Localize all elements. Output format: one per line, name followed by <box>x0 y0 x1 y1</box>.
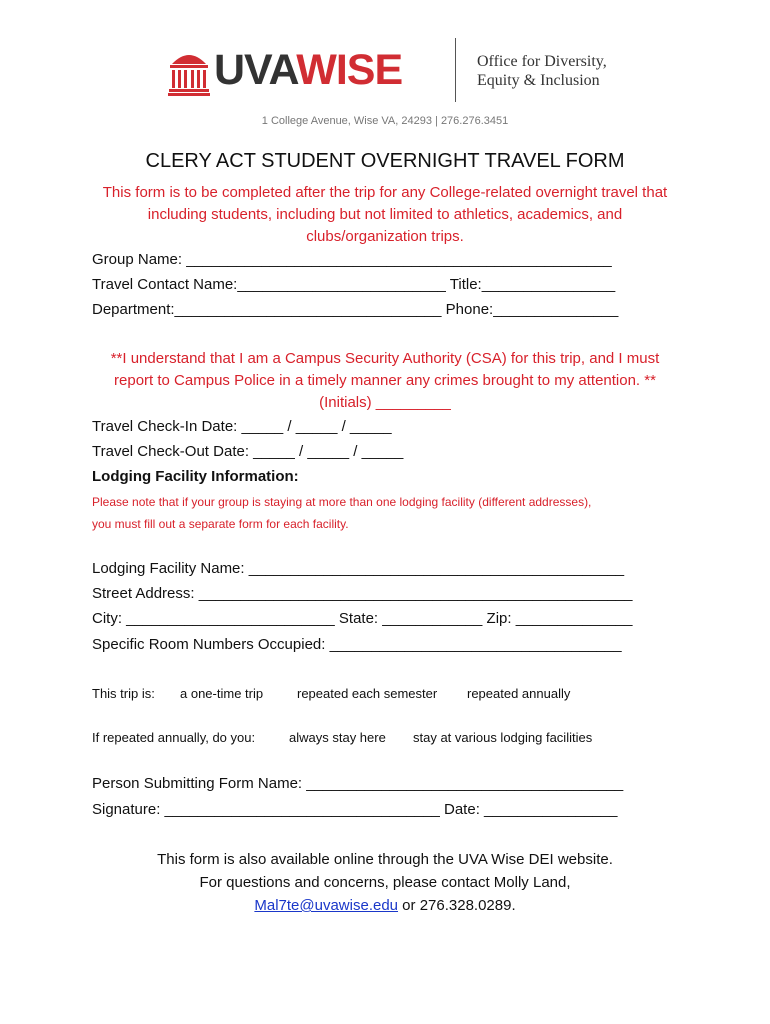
office-line-1: Office for Diversity, <box>477 53 607 70</box>
form-title: CLERY ACT STUDENT OVERNIGHT TRAVEL FORM <box>145 150 625 172</box>
check-in-date-field[interactable]: Travel Check-In Date: _____ / _____ / _____ <box>92 418 392 435</box>
submitter-name-field[interactable]: Person Submitting Form Name: ______________________________________ <box>92 775 624 792</box>
office-name <box>477 52 607 90</box>
footer-line-1: This form is also available online through the UVA Wise DEI website. <box>157 851 613 868</box>
option-one-time-trip[interactable]: a one-time trip <box>180 686 264 701</box>
street-address-field[interactable]: Street Address: ____________________________________________________ <box>92 585 633 602</box>
brand-uva: UVA <box>214 46 297 94</box>
brand-wordmark <box>214 44 402 96</box>
brand-wise: WISE <box>296 46 403 94</box>
lodging-name-field[interactable]: Lodging Facility Name: _____________________________________________ <box>92 560 625 577</box>
footer-line-3 <box>0 894 770 917</box>
option-repeated-each-semester[interactable]: repeated each semester <box>297 686 438 701</box>
city-state-zip-field[interactable]: City: _________________________ State: ____________ Zip: ______________ <box>92 610 633 627</box>
lodging-note-line-2: you must fill out a separate form for each facility. <box>92 517 349 531</box>
option-repeated-annually[interactable]: repeated annually <box>467 686 571 701</box>
option-various-lodging[interactable]: stay at various lodging facilities <box>413 730 593 745</box>
travel-contact-field[interactable]: Travel Contact Name:_________________________ Title:________________ <box>92 276 616 293</box>
contact-phone: or 276.328.0289. <box>398 897 516 914</box>
address-line: 1 College Avenue, Wise VA, 24293 | 276.276.3451 <box>261 115 509 127</box>
trip-label: This trip is: <box>92 686 155 701</box>
footer <box>0 848 770 917</box>
lodging-heading: Lodging Facility Information: <box>92 468 299 485</box>
rotunda-icon <box>168 44 210 96</box>
signature-date-field[interactable]: Signature: _________________________________ Date: ________________ <box>92 801 618 818</box>
option-always-stay-here[interactable]: always stay here <box>289 730 386 745</box>
contact-email-link[interactable]: Mal7te@uvawise.edu <box>254 897 399 914</box>
lodging-note-line-1: Please note that if your group is staying at more than one lodging facility (different addresses), <box>92 495 592 509</box>
group-name-field[interactable]: Group Name: ___________________________________________________ <box>92 251 612 268</box>
lodging-note <box>92 491 692 535</box>
footer-line-2: For questions and concerns, please contact Molly Land, <box>199 874 571 891</box>
department-field[interactable]: Department:________________________________ Phone:_______________ <box>92 301 619 318</box>
repeat-label: If repeated annually, do you: <box>92 730 256 745</box>
office-line-2: Equity & Inclusion <box>477 72 600 89</box>
check-out-date-field[interactable]: Travel Check-Out Date: _____ / _____ / _____ <box>92 443 404 460</box>
csa-statement[interactable]: **I understand that I am a Campus Security Authority (CSA) for this trip, and I must report to Campus Police in a timely manner any crimes brought to my attention. ** (Initials) _________ <box>110 350 660 411</box>
logo-divider <box>455 38 456 102</box>
room-numbers-field[interactable]: Specific Room Numbers Occupied: ___________________________________ <box>92 636 622 653</box>
intro-text: This form is to be completed after the trip for any College-related overnight travel that including students, including but not limited to athletics, academics, and clubs/organization trips. <box>102 184 668 245</box>
